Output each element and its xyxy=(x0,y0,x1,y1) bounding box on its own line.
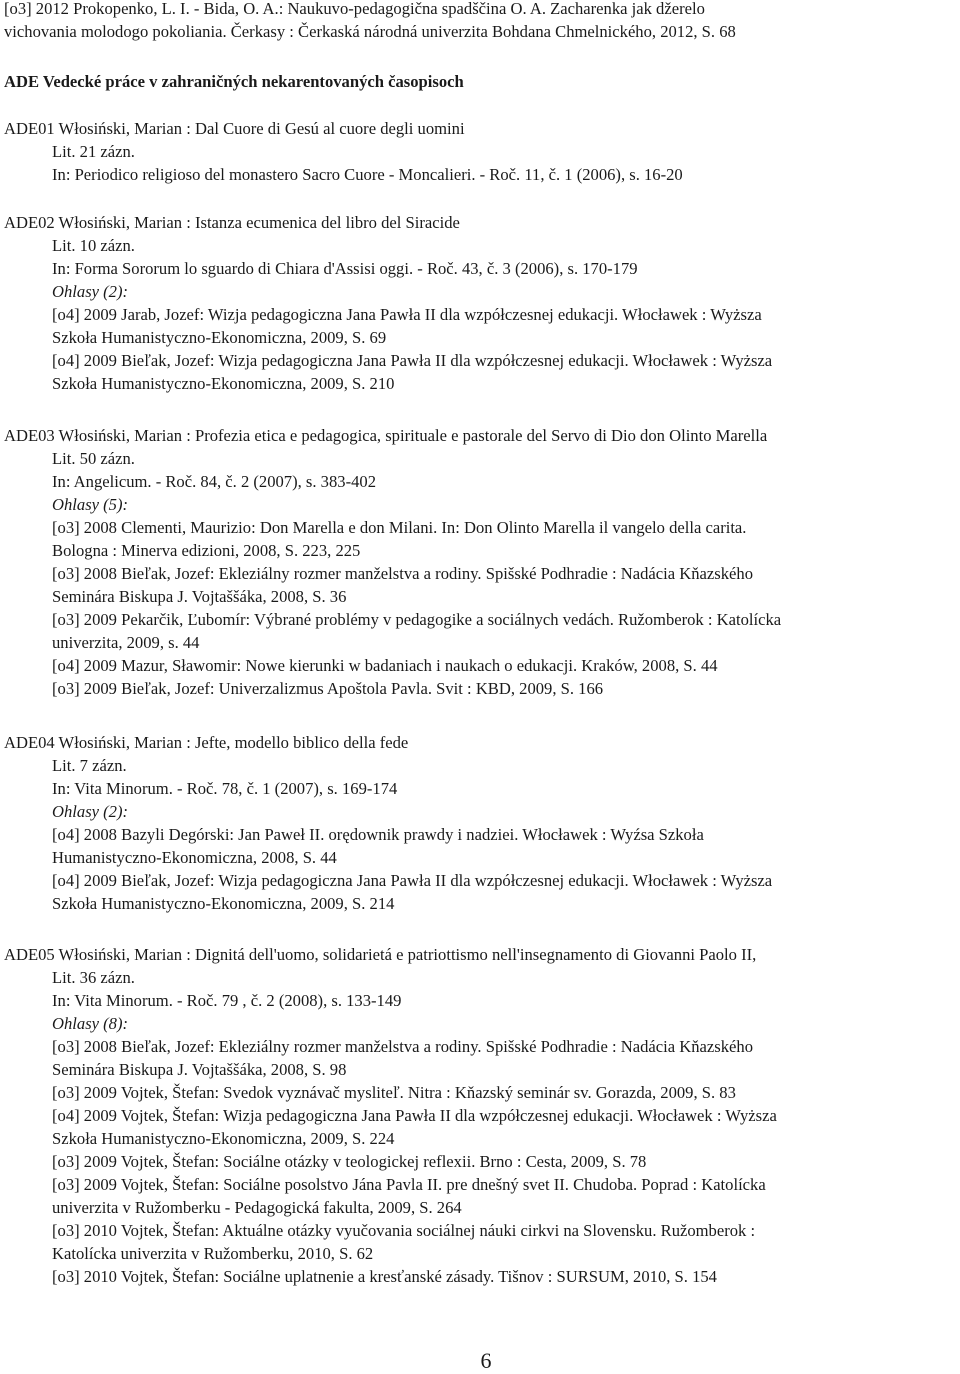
ade03-ohlasy: Ohlasy (5): xyxy=(52,495,129,514)
ade05-citation-line: Seminára Biskupa J. Vojtaššáka, 2008, S. 98 xyxy=(52,1060,347,1079)
ade05-title: ADE05 Włosiński, Marian : Dignitá dell'uomo, solidarietá e patriottismo nell'insegnamento di Giovanni Paolo II, xyxy=(4,945,757,964)
ade02-citation-line: Szkoła Humanistyczno-Ekonomiczna, 2009, S. 69 xyxy=(52,328,387,347)
ade03-citation-line: Seminára Biskupa J. Vojtaššáka, 2008, S. 36 xyxy=(52,587,347,606)
ade05-citation-line: Katolícka univerzita v Ružomberku, 2010, S. 62 xyxy=(52,1244,374,1263)
ade05-citation-line: [o3] 2008 Bieľak, Jozef: Ekleziálny rozmer manželstva a rodiny. Spišské Podhradie : Nadácia Kňazského xyxy=(52,1037,753,1056)
ade02-source: In: Forma Sororum lo sguardo di Chiara d'Assisi oggi. - Roč. 43, č. 3 (2006), s. 170-179 xyxy=(52,259,638,278)
ade04-ohlasy: Ohlasy (2): xyxy=(52,802,129,821)
ade03-title: ADE03 Włosiński, Marian : Profezia etica e pedagogica, spirituale e pastorale del Servo di Dio don Olinto Marella xyxy=(4,426,768,445)
section-heading: ADE Vedecké práce v zahraničných nekarentovaných časopisoch xyxy=(4,72,464,91)
ade04-citation-line: [o4] 2008 Bazyli Degórski: Jan Paweł II. orędownik prawdy i nadziei. Włocławek : Wyźsa Szkoła xyxy=(52,825,704,844)
ade04-title: ADE04 Włosiński, Marian : Jefte, modello biblico della fede xyxy=(4,733,409,752)
ade02-citation-line: [o4] 2009 Bieľak, Jozef: Wizja pedagogiczna Jana Pawła II dla wzpółczesnej edukacji. Włocławek : Wyższa xyxy=(52,351,773,370)
ade05-citation-line: [o3] 2010 Vojtek, Štefan: Sociálne uplatnenie a kresťanské zásady. Tišnov : SURSUM, 2010, S. 154 xyxy=(52,1267,717,1286)
ade03-citation-line: univerzita, 2009, s. 44 xyxy=(52,633,200,652)
ade04-citation-line: [o4] 2009 Bieľak, Jozef: Wizja pedagogiczna Jana Pawła II dla wzpółczesnej edukacji. Włocławek : Wyższa xyxy=(52,871,773,890)
ade03-lit: Lit. 50 zázn. xyxy=(52,449,135,468)
ade04-citation-line: Humanistyczno-Ekonomiczna, 2008, S. 44 xyxy=(52,848,337,867)
ade02-citation-line: Szkoła Humanistyczno-Ekonomiczna, 2009, S. 210 xyxy=(52,374,395,393)
ade03-citation-line: [o4] 2009 Mazur, Sławomir: Nowe kierunki w badaniach i naukach o edukacji. Kraków, 2008, S. 44 xyxy=(52,656,718,675)
ade03-citation-line: [o3] 2009 Pekarčik, Ľubomír: Výbrané problémy v pedagogike a sociálnych vedách. Ružomberok : Katolícka xyxy=(52,610,782,629)
ade05-citation-line: [o3] 2009 Vojtek, Štefan: Sociálne otázky v teologickej reflexii. Brno : Cesta, 2009, S. 78 xyxy=(52,1152,647,1171)
ade05-citation-line: [o3] 2009 Vojtek, Štefan: Sociálne posolstvo Jána Pavla II. pre dnešný svet II. Chudoba. Poprad : Katolícka xyxy=(52,1175,766,1194)
ade03-citation-line: [o3] 2009 Bieľak, Jozef: Univerzalizmus Apoštola Pavla. Svit : KBD, 2009, S. 166 xyxy=(52,679,604,698)
ade03-citation-line: [o3] 2008 Bieľak, Jozef: Ekleziálny rozmer manželstva a rodiny. Spišské Podhradie : Nadácia Kňazského xyxy=(52,564,753,583)
ade05-citation-line: [o3] 2010 Vojtek, Štefan: Aktuálne otázky vyučovania sociálnej náuki cirkvi na Slovensku. Ružomberok : xyxy=(52,1221,756,1240)
ade02-citation-line: [o4] 2009 Jarab, Jozef: Wizja pedagogiczna Jana Pawła II dla wzpółczesnej edukacji. Włocławek : Wyższa xyxy=(52,305,762,324)
ade03-source: In: Angelicum. - Roč. 84, č. 2 (2007), s. 383-402 xyxy=(52,472,376,491)
ade01-lit: Lit. 21 zázn. xyxy=(52,142,135,161)
top-entry-line-1: [o3] 2012 Prokopenko, L. I. - Bida, O. A.: Naukuvo-pedagogična spadščina O. A. Zacharenka jak džerelo xyxy=(4,0,705,18)
ade05-lit: Lit. 36 zázn. xyxy=(52,968,135,987)
ade03-citation-line: [o3] 2008 Clementi, Maurizio: Don Marella e don Milani. In: Don Olinto Marella il vangelo della carita. xyxy=(52,518,747,537)
ade05-citation-line: univerzita v Ružomberku - Pedagogická fakulta, 2009, S. 264 xyxy=(52,1198,462,1217)
ade05-citation-line: [o3] 2009 Vojtek, Štefan: Svedok vyznávač mysliteľ. Nitra : Kňazský seminár sv. Gorazda, 2009, S. 83 xyxy=(52,1083,736,1102)
ade05-source: In: Vita Minorum. - Roč. 79 , č. 2 (2008), s. 133-149 xyxy=(52,991,402,1010)
ade01-title: ADE01 Włosiński, Marian : Dal Cuore di Gesú al cuore degli uomini xyxy=(4,119,465,138)
page-number: 6 xyxy=(480,1348,492,1373)
ade04-citation-line: Szkoła Humanistyczno-Ekonomiczna, 2009, S. 214 xyxy=(52,894,395,913)
ade04-source: In: Vita Minorum. - Roč. 78, č. 1 (2007), s. 169-174 xyxy=(52,779,398,798)
ade05-ohlasy: Ohlasy (8): xyxy=(52,1014,129,1033)
ade02-lit: Lit. 10 zázn. xyxy=(52,236,135,255)
top-entry-line-2: vichovania molodogo pokoliania. Čerkasy : Čerkaská národná univerzita Bohdana Chmelnického, 2012, S. 68 xyxy=(4,22,736,41)
ade05-citation-line: [o4] 2009 Vojtek, Štefan: Wizja pedagogiczna Jana Pawła II dla wzpółczesnej edukacji. Włocławek : Wyższa xyxy=(52,1106,777,1125)
ade02-ohlasy: Ohlasy (2): xyxy=(52,282,129,301)
ade05-citation-line: Szkoła Humanistyczno-Ekonomiczna, 2009, S. 224 xyxy=(52,1129,395,1148)
ade01-source: In: Periodico religioso del monastero Sacro Cuore - Moncalieri. - Roč. 11, č. 1 (2006), s. 16-20 xyxy=(52,165,683,184)
ade04-lit: Lit. 7 zázn. xyxy=(52,756,127,775)
ade03-citation-line: Bologna : Minerva edizioni, 2008, S. 223, 225 xyxy=(52,541,361,560)
ade02-title: ADE02 Włosiński, Marian : Istanza ecumenica del libro del Siracide xyxy=(4,213,460,232)
